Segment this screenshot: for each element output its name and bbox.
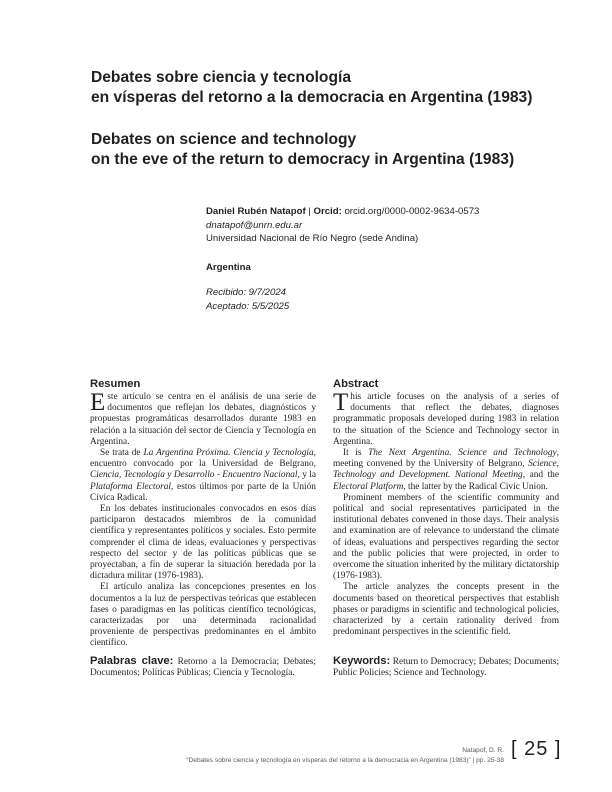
- resumen-paragraph-1: Este artículo se centra en el análisis de una serie de documentos que reflejan los debates, diagnósticos y propuestas programáticas desarrollados durante 1983 en relación a la situación del sector de Ciencia y Tecnología en Argentina.: [90, 389, 316, 447]
- author-country: Argentina: [206, 261, 251, 273]
- title-spanish: [91, 68, 561, 108]
- title-english-line-2: on the eve of the return to democracy in Argentina (1983): [91, 151, 515, 168]
- accepted-date: Aceptado: 5/5/2025: [206, 300, 290, 312]
- abstract-paragraph-1: This article focuses on the analysis of a series of documents that reflect the debates, diagnoses programmatic proposals developed during 1983 in relation to the situation of the Science and Technology sector in Argentina.: [333, 389, 559, 447]
- palabras-clave: [90, 656, 316, 679]
- footer-citation: [186, 746, 504, 765]
- abstract-paragraph-3: Prominent members of the scientific community and political and social representatives participated in the institutional debates convened in those days. Their analysis and examination are of relevance to understand the climate of ideas, evaluations and perspectives regarding the sector and the public policies that were projected, in order to overcome the situation inherited by the military dictatorship (1976-1983).: [333, 492, 559, 582]
- received-date: Recibido: 9/7/2024: [206, 287, 287, 299]
- abstract-paragraph-4: The article analyzes the concepts present in the documents based on theoretical perspectives that establish phases or paradigms in scientific and technological policies, characterized by a certain rationality derived from predominant perspectives in the scientific field.: [333, 582, 559, 638]
- author-affiliation: Universidad Nacional de Río Negro (sede Andina): [206, 233, 419, 245]
- resumen-paragraph-4: El artículo analiza las concepciones presentes en los documentos a la luz de perspectivas teóricas que establecen fases o paradigmas en las políticas científico tecnológicas, caracterizadas por una determinada racionalidad proveniente de perspectivas predominantes en el ámbito científico.: [90, 582, 316, 649]
- author-separator: |: [305, 206, 314, 217]
- abstract-column: [333, 378, 559, 638]
- title-spanish-line-2: en vísperas del retorno a la democracia en Argentina (1983): [91, 89, 533, 106]
- abstract-heading: Abstract: [333, 378, 379, 390]
- footer-title: “Debates sobre ciencia y tecnología en vísperas del retorno a la democracia en Argentina (1983)” | pp. 25-38: [186, 756, 504, 764]
- title-english-line-1: Debates on science and technology: [91, 131, 357, 148]
- author-line: [206, 205, 586, 219]
- keywords: [333, 656, 559, 679]
- orcid-label: Orcid:: [313, 206, 342, 217]
- palabras-clave-text: Retorno a la Democracia; Debates; Documentos; Políticas Públicas; Ciencia y Tecnología.: [90, 657, 316, 679]
- orcid-link[interactable]: orcid.org/0000-0002-9634-0573: [341, 206, 480, 217]
- keywords-label: Keywords:: [333, 655, 391, 667]
- keywords-text: Return to Democracy; Debates; Documents; Public Policies; Science and Technology.: [333, 657, 559, 679]
- resumen-heading: Resumen: [90, 378, 141, 390]
- palabras-clave-label: Palabras clave:: [90, 655, 174, 667]
- title-spanish-line-1: Debates sobre ciencia y tecnología: [91, 69, 351, 86]
- abstract-paragraph-2: It is The Next Argentina. Science and Technology, meeting convened by the University of Belgrano, Science, Technology and Development. National Meeting, and the Electoral Platform, the latter by the Radical Civic Union.: [333, 448, 559, 492]
- author-name: Daniel Rubén Natapof: [206, 206, 306, 217]
- title-english: [91, 130, 561, 170]
- resumen-paragraph-3: En los debates institucionales convocados en esos días participaron destacados miembros de la comunidad científica y representantes políticos y sociales. Esto permite comprender el clima de ideas, evaluaciones y perspectivas respecto del sector y de las políticas públicas que se proyectaban, a fin de superar la situación heredada por la dictadura militar (1976-1983).: [90, 504, 316, 582]
- resumen-column: [90, 378, 316, 650]
- resumen-text: [90, 389, 316, 650]
- resumen-paragraph-2: Se trata de La Argentina Próxima. Ciencia y Tecnología, encuentro convocado por la Universidad de Belgrano, Ciencia, Tecnología y Desarrollo - Encuentro Nacional, y la Plataforma Electoral, estos últimos por parte de la Unión Cívica Radical.: [90, 448, 316, 503]
- footer-author: Natapof, D. R.: [462, 747, 504, 754]
- page-number: [ 25 ]: [511, 738, 562, 760]
- abstract-drop-cap: T: [333, 389, 349, 416]
- author-email[interactable]: dnatapof@unrn.edu.ar: [206, 219, 303, 231]
- author-block: [206, 205, 586, 314]
- resumen-drop-cap: E: [90, 389, 106, 416]
- title-block: [91, 68, 561, 170]
- abstract-text: [333, 389, 559, 638]
